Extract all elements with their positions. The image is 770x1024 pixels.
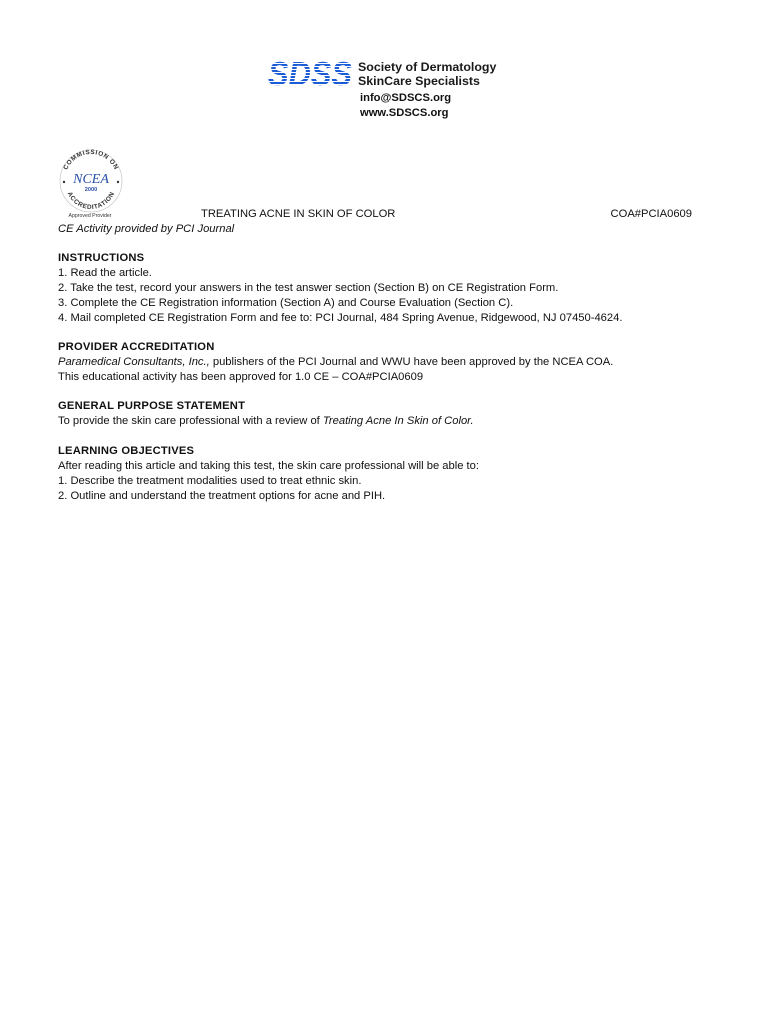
objectives-heading: LEARNING OBJECTIVES [58,445,195,457]
course-title: TREATING ACNE IN SKIN OF COLOR [201,208,396,220]
purpose-heading: GENERAL PURPOSE STATEMENT [58,400,246,412]
instructions-heading: INSTRUCTIONS [58,252,145,264]
accreditation-line2: This educational activity has been approved for 1.0 CE – COA#PCIA0609 [58,371,424,383]
instruction-item: 2. Take the test, record your answers in the test answer section (Section B) on CE Registration Form. [58,282,559,294]
accreditation-section [58,340,708,385]
instructions-section [58,251,708,326]
header [268,58,538,122]
instruction-item: 1. Read the article. [58,267,152,279]
objective-item: 1. Describe the treatment modalities used to treat ethnic skin. [58,475,362,487]
logo-text: SDSS [268,58,352,88]
seal-year: 2000 [84,187,98,193]
svg-text:COMMISSION ON [62,149,119,171]
coa-code: COA#PCIA0609 [610,208,692,220]
email-link[interactable]: info@SDSCS.org [360,92,452,104]
contact-info [360,91,451,121]
provider-name: Paramedical Consultants, Inc., [58,356,210,368]
org-name-line2: SkinCare Specialists [358,74,480,88]
instruction-item: 3. Complete the CE Registration information (Section A) and Course Evaluation (Section C). [58,297,514,309]
sdss-logo [268,58,352,88]
seal-top-arc: COMMISSION ON [62,148,120,172]
objective-item: 2. Outline and understand the treatment options for acne and PIH. [58,490,386,502]
activity-provider: CE Activity provided by PCI Journal [58,223,235,235]
objectives-intro: After reading this article and taking this test, the skin care professional will be able to: [58,460,479,472]
organization-name [358,60,496,88]
website-link[interactable]: www.SDSCS.org [360,107,449,119]
purpose-section [58,399,708,429]
purpose-text-start: To provide the skin care professional with a review of [58,415,323,427]
accreditation-heading: PROVIDER ACCREDITATION [58,341,215,353]
seal-bottom-arc: ACCREDITATION [65,190,117,212]
seal-caption: Approved Provider [68,213,112,219]
org-name-line1: Society of Dermatology [358,60,497,74]
accreditation-line1-text: publishers of the PCI Journal and WWU have been approved by the NCEA COA. [209,356,614,368]
purpose-text [58,414,708,429]
instruction-item: 4. Mail completed CE Registration Form and fee to: PCI Journal, 484 Spring Avenue, Ridgewood, NJ 07450-4624. [58,312,623,324]
course-title-row [58,207,698,222]
accreditation-line1 [58,355,708,370]
objectives-section [58,444,708,504]
purpose-text-title: Treating Acne In Skin of Color. [322,415,474,427]
seal-center-text: NCEA [73,172,109,187]
